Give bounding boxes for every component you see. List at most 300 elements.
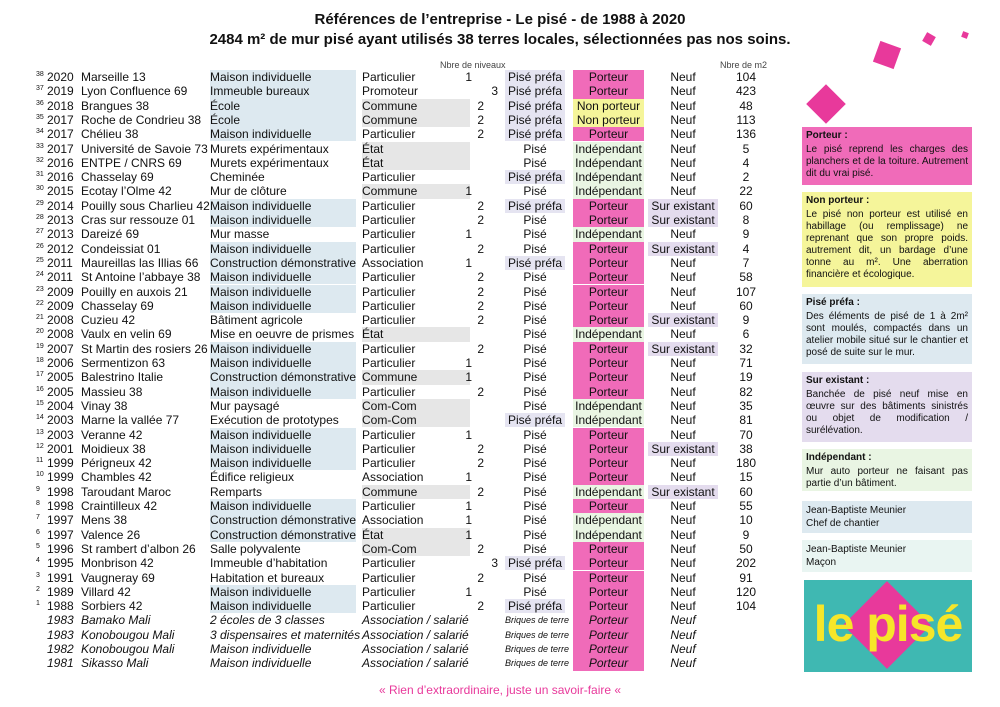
row-number: 4 — [36, 557, 40, 565]
state-cell: Neuf — [670, 84, 696, 99]
building-type-cell: Mur paysagé — [210, 398, 280, 413]
function-cell: Indépendant — [573, 170, 644, 184]
technique-cell: Pisé — [523, 470, 547, 485]
place-cell: Sermentizon 63 — [81, 356, 166, 370]
row-number: 1 — [36, 600, 40, 608]
year-cell: 2008 — [47, 313, 74, 328]
state-cell: Sur existant — [648, 199, 718, 213]
area-cell: 81 — [739, 413, 753, 428]
year-cell: 2008 — [47, 327, 74, 342]
technique-cell: Pisé — [523, 441, 547, 456]
building-type-cell: Mise en oeuvre de prismes — [210, 327, 355, 342]
levels-cell: 2 — [477, 270, 484, 285]
building-type-cell: Mur de clôture — [210, 184, 287, 199]
row-number: 2 — [36, 585, 40, 593]
building-type-cell: Maison individuelle — [210, 428, 356, 442]
table-row — [0, 327, 790, 341]
place-cell: Konobougou Mali — [81, 627, 175, 642]
technique-cell: Pisé préfa — [505, 113, 565, 127]
state-cell: Neuf — [670, 370, 696, 385]
building-type-cell: Construction démonstrative — [210, 255, 357, 270]
legend-independant-text: Mur auto porteur ne faisant pas partie d’un bâtiment. — [806, 466, 968, 489]
area-cell: 71 — [739, 356, 753, 370]
row-number: 29 — [36, 199, 44, 207]
levels-cell: 2 — [477, 341, 484, 356]
client-cell: Particulier — [362, 213, 416, 227]
year-cell: 2011 — [47, 255, 73, 270]
building-type-cell: Maison individuelle — [210, 199, 356, 213]
area-cell: 60 — [739, 484, 753, 499]
technique-cell: Pisé préfa — [505, 599, 565, 613]
levels-cell — [450, 170, 498, 184]
building-type-cell: Maison individuelle — [210, 442, 356, 456]
levels-cell: 2 — [477, 198, 484, 213]
building-type-cell: Édifice religieux — [210, 470, 295, 485]
header-area: Nbre de m2 — [720, 60, 768, 70]
function-cell: Indépendant — [573, 485, 644, 499]
legend-independant-title: Indépendant : — [806, 452, 872, 463]
table-row — [0, 70, 790, 84]
technique-cell: Pisé — [523, 298, 547, 313]
building-type-cell: Maison individuelle — [210, 70, 356, 84]
technique-cell: Briques de terre — [505, 629, 570, 640]
area-cell: 70 — [739, 427, 753, 442]
levels-cell — [450, 642, 498, 656]
levels-cell: 2 — [477, 298, 484, 313]
function-cell: Indépendant — [573, 327, 644, 341]
place-cell: Périgneux 42 — [81, 456, 152, 471]
function-cell: Porteur — [573, 571, 644, 585]
levels-cell: 1 — [465, 499, 472, 513]
year-cell: 2015 — [47, 184, 74, 199]
function-cell: Porteur — [573, 385, 644, 399]
place-cell: St rambert d’albon 26 — [81, 541, 196, 556]
place-cell: Dareizé 69 — [81, 227, 140, 242]
table-row — [0, 342, 790, 356]
year-cell: 1989 — [47, 584, 74, 599]
area-cell: 10 — [739, 513, 753, 528]
levels-cell: 1 — [465, 227, 472, 242]
row-number: 25 — [36, 256, 44, 264]
row-number: 20 — [36, 328, 44, 336]
area-cell: 104 — [735, 70, 757, 84]
row-number: 10 — [36, 471, 44, 479]
area-cell: 55 — [739, 499, 753, 513]
building-type-cell: Construction démonstrative — [210, 527, 357, 542]
table-row — [0, 270, 790, 284]
function-cell: Porteur — [573, 213, 644, 227]
function-cell: Porteur — [573, 299, 644, 313]
function-cell: Non porteur — [573, 113, 644, 127]
table-row — [0, 356, 790, 370]
row-number: 28 — [36, 214, 44, 221]
row-number: 7 — [36, 514, 40, 522]
building-type-cell: Salle polyvalente — [210, 541, 301, 556]
year-cell: 1983 — [47, 613, 74, 628]
levels-cell: 2 — [477, 484, 484, 499]
place-cell: Sikasso Mali — [81, 656, 149, 671]
client-cell: Commune — [362, 113, 470, 127]
function-cell: Porteur — [573, 456, 644, 470]
row-number: 11 — [36, 457, 44, 465]
page-subtitle: 2484 m² de mur pisé ayant utilisés 38 terres locales, sélectionnées pas nos soins. — [209, 31, 791, 48]
state-cell: Neuf — [670, 413, 696, 428]
state-cell: Neuf — [670, 184, 696, 199]
building-type-cell: Maison individuelle — [210, 385, 356, 399]
row-number: 23 — [36, 285, 44, 293]
technique-cell: Pisé préfa — [505, 556, 565, 570]
building-type-cell: Maison individuelle — [210, 599, 356, 613]
place-cell: Pouilly en auxois 21 — [81, 284, 188, 299]
client-cell: Particulier — [362, 227, 416, 242]
legend-pise-prefa-title: Pisé préfa : — [806, 297, 860, 308]
client-cell: Com-Com — [362, 413, 470, 427]
state-cell: Neuf — [670, 556, 696, 571]
area-cell — [724, 628, 768, 642]
client-cell: Association / salarié — [362, 642, 469, 656]
signature-role: Chef de chantier — [806, 518, 880, 529]
place-cell: Balestrino Italie — [81, 370, 164, 385]
table-row — [0, 571, 790, 585]
state-cell: Sur existant — [648, 213, 718, 227]
year-cell: 2017 — [47, 112, 74, 127]
year-cell: 1999 — [47, 470, 74, 485]
building-type-cell: Maison individuelle — [210, 356, 356, 370]
place-cell: Vaugneray 69 — [81, 570, 155, 585]
function-cell: Porteur — [573, 84, 644, 98]
area-cell: 8 — [742, 213, 750, 227]
table-row — [0, 142, 790, 156]
year-cell: 1988 — [47, 599, 74, 614]
technique-cell: Pisé préfa — [505, 199, 565, 213]
header-levels: Nbre de niveaux — [440, 60, 506, 70]
technique-cell: Pisé — [523, 584, 547, 599]
area-cell: 91 — [739, 570, 753, 585]
function-cell: Porteur — [573, 656, 644, 670]
function-cell: Porteur — [573, 499, 644, 513]
row-number: 5 — [36, 542, 40, 550]
function-cell: Porteur — [573, 199, 644, 213]
state-cell: Sur existant — [648, 342, 718, 356]
technique-cell: Pisé — [523, 398, 547, 413]
building-type-cell: École — [210, 113, 356, 127]
client-cell: État — [362, 156, 470, 170]
table-row — [0, 656, 790, 670]
technique-cell: Pisé — [523, 313, 547, 328]
row-number: 32 — [36, 156, 44, 164]
state-cell: Sur existant — [648, 242, 718, 256]
legend-pise-prefa-text: Des éléments de pisé de 1 à 2m² sont moulés, compactés dans un atelier mobile situé sur le chantier et posé de suite sur le mur. — [806, 311, 968, 358]
building-type-cell: 2 écoles de 3 classes — [210, 613, 325, 628]
table-row — [0, 299, 790, 313]
building-type-cell: 3 dispensaires et maternités — [210, 627, 361, 642]
area-cell: 9 — [742, 313, 750, 328]
technique-cell: Pisé — [523, 141, 547, 156]
client-cell: Particulier — [362, 599, 416, 614]
signature-role: Maçon — [806, 557, 837, 568]
technique-cell: Pisé préfa — [505, 99, 565, 113]
levels-cell: 2 — [477, 441, 484, 456]
state-cell: Neuf — [670, 584, 696, 599]
client-cell: État — [362, 528, 470, 542]
row-number: 22 — [36, 299, 44, 307]
legend-non-porteur-text: Le pisé non porteur est utilisé en habillage (ou remplissage) ne reprenant que son propre poids. autrement dit, un bardage d’une tonne au m². Une aberration financière et écologique. — [806, 209, 968, 280]
levels-cell: 1 — [465, 584, 472, 599]
place-cell: Lyon Confluence 69 — [81, 84, 188, 99]
building-type-cell: Maison individuelle — [210, 585, 356, 599]
year-cell: 2012 — [47, 241, 74, 256]
client-cell: Particulier — [362, 356, 416, 370]
levels-cell: 1 — [465, 513, 472, 528]
row-number: 26 — [36, 242, 44, 250]
table-row — [0, 485, 790, 499]
levels-cell — [450, 413, 498, 427]
legend-porteur-title: Porteur : — [806, 130, 848, 141]
levels-cell: 1 — [465, 370, 472, 385]
building-type-cell: Maison individuelle — [210, 499, 356, 513]
building-type-cell: Maison individuelle — [210, 285, 356, 299]
row-number: 8 — [36, 500, 40, 507]
legend-pise-prefa — [802, 294, 972, 364]
area-cell: 7 — [742, 255, 750, 270]
year-cell: 1981 — [47, 656, 74, 671]
place-cell: Université de Savoie 73 — [81, 141, 208, 156]
building-type-cell: Remparts — [210, 484, 263, 499]
row-number: 17 — [36, 371, 44, 379]
function-cell: Porteur — [573, 585, 644, 599]
table-row — [0, 213, 790, 227]
client-cell: Commune — [362, 370, 470, 384]
levels-cell: 2 — [477, 541, 484, 556]
table-row — [0, 470, 790, 484]
place-cell: ENTPE / CNRS 69 — [81, 155, 182, 170]
row-number: 19 — [36, 342, 44, 350]
place-cell: Marseille 13 — [81, 70, 146, 84]
row-number: 9 — [36, 485, 40, 493]
technique-cell: Pisé préfa — [505, 170, 565, 184]
technique-cell: Pisé — [523, 499, 547, 513]
technique-cell: Pisé — [523, 427, 547, 442]
technique-cell: Pisé — [523, 570, 547, 585]
levels-cell: 1 — [465, 255, 472, 270]
state-cell: Neuf — [670, 499, 696, 513]
building-type-cell: Construction démonstrative — [210, 370, 357, 385]
client-cell: État — [362, 142, 470, 156]
client-cell: Particulier — [362, 456, 416, 471]
table-row — [0, 227, 790, 241]
year-cell: 2001 — [47, 441, 74, 456]
legend-sur-existant-title: Sur existant : — [806, 375, 870, 386]
state-cell: Neuf — [670, 255, 696, 270]
building-type-cell: Maison individuelle — [210, 656, 312, 671]
building-type-cell: École — [210, 99, 356, 113]
state-cell: Neuf — [670, 599, 696, 614]
function-cell: Porteur — [573, 613, 644, 627]
client-cell: Association — [362, 470, 424, 485]
state-cell: Neuf — [670, 384, 696, 399]
year-cell: 1996 — [47, 541, 74, 556]
levels-cell — [450, 327, 498, 341]
row-number: 3 — [36, 571, 40, 579]
decorative-diamond — [806, 84, 846, 124]
area-cell: 180 — [735, 456, 757, 471]
year-cell: 2018 — [47, 98, 74, 113]
table-row — [0, 585, 790, 599]
table-row — [0, 84, 790, 98]
state-cell: Sur existant — [648, 485, 718, 499]
year-cell: 2013 — [47, 227, 74, 242]
building-type-cell: Maison individuelle — [210, 299, 356, 313]
function-cell: Indépendant — [573, 184, 644, 198]
year-cell: 2011 — [47, 270, 73, 285]
area-cell: 32 — [739, 341, 753, 356]
function-cell: Porteur — [573, 470, 644, 484]
year-cell: 2004 — [47, 398, 74, 413]
technique-cell: Pisé — [523, 155, 547, 170]
technique-cell: Pisé préfa — [505, 127, 565, 141]
row-number: 21 — [36, 314, 44, 322]
le-pise-logo — [804, 580, 972, 672]
state-cell: Neuf — [670, 627, 696, 642]
place-cell: Massieu 38 — [81, 384, 143, 399]
state-cell: Neuf — [670, 470, 696, 485]
state-cell: Neuf — [670, 656, 696, 671]
state-cell: Neuf — [670, 398, 696, 413]
client-cell: Particulier — [362, 241, 416, 256]
place-cell: Taroudant Maroc — [81, 484, 172, 499]
signature-name: Jean-Baptiste Meunier — [806, 505, 907, 516]
place-cell: Ecotay l’Olme 42 — [81, 184, 172, 199]
table-row — [0, 199, 790, 213]
place-cell: Chambles 42 — [81, 470, 152, 485]
state-cell: Neuf — [670, 613, 696, 628]
levels-cell: 1 — [465, 184, 472, 199]
function-cell: Porteur — [573, 442, 644, 456]
levels-cell: 2 — [477, 284, 484, 299]
row-number: 37 — [36, 85, 44, 93]
signature-name: Jean-Baptiste Meunier — [806, 544, 907, 555]
signature-chef-chantier — [802, 501, 972, 533]
levels-cell: 2 — [477, 570, 484, 585]
levels-cell — [450, 656, 498, 670]
row-number: 31 — [36, 171, 44, 179]
place-cell: Condeissiat 01 — [81, 241, 161, 256]
function-cell: Indépendant — [573, 513, 644, 527]
building-type-cell: Maison individuelle — [210, 456, 356, 470]
client-cell: Association — [362, 255, 424, 270]
row-number: 27 — [36, 228, 44, 236]
row-number: 13 — [36, 428, 44, 436]
state-cell: Sur existant — [648, 313, 718, 327]
function-cell: Porteur — [573, 628, 644, 642]
row-number: 35 — [36, 113, 44, 121]
year-cell: 2006 — [47, 356, 74, 370]
table-row — [0, 642, 790, 656]
place-cell: Pouilly sous Charlieu 42 — [81, 198, 210, 213]
year-cell: 2009 — [47, 298, 74, 313]
client-cell: Association — [362, 513, 424, 528]
function-cell: Porteur — [573, 599, 644, 613]
building-type-cell: Murets expérimentaux — [210, 141, 329, 156]
client-cell: Com-Com — [362, 399, 470, 413]
levels-cell — [450, 399, 498, 413]
row-number: 15 — [36, 399, 44, 407]
area-cell: 82 — [739, 384, 753, 399]
table-row — [0, 542, 790, 556]
year-cell: 1998 — [47, 484, 74, 499]
technique-cell: Pisé préfa — [505, 413, 565, 427]
levels-cell: 1 — [465, 356, 472, 370]
function-cell: Porteur — [573, 285, 644, 299]
area-cell: 50 — [739, 541, 753, 556]
technique-cell: Pisé — [523, 527, 547, 542]
technique-cell: Pisé — [523, 541, 547, 556]
table-row — [0, 127, 790, 141]
footer-quote: « Rien d’extraordinaire, juste un savoir-faire « — [378, 683, 622, 697]
technique-cell: Pisé préfa — [505, 256, 565, 270]
place-cell: Veranne 42 — [81, 427, 143, 442]
year-cell: 2017 — [47, 127, 74, 142]
function-cell: Porteur — [573, 127, 644, 141]
levels-cell — [450, 628, 498, 642]
levels-cell — [450, 156, 498, 170]
place-cell: Cras sur ressouze 01 — [81, 213, 196, 227]
legend-porteur-text: Le pisé reprend les charges des planchers et de la toiture. Autrement dit du vrai pisé. — [806, 144, 968, 179]
year-cell: 1982 — [47, 642, 74, 656]
table-row — [0, 313, 790, 327]
area-cell: 58 — [739, 270, 753, 285]
place-cell: Vaulx en velin 69 — [81, 327, 172, 342]
year-cell: 2007 — [47, 341, 74, 356]
row-number: 18 — [36, 357, 44, 364]
table-row — [0, 413, 790, 427]
table-row — [0, 99, 790, 113]
area-cell: 6 — [742, 327, 750, 342]
place-cell: St Martin des rosiers 26 — [81, 341, 208, 356]
row-number: 34 — [36, 128, 44, 136]
area-cell: 4 — [742, 241, 750, 256]
building-type-cell: Habitation et bureaux — [210, 570, 325, 585]
legend-non-porteur-title: Non porteur : — [806, 195, 870, 206]
year-cell: 1999 — [47, 456, 74, 471]
state-cell: Neuf — [670, 155, 696, 170]
state-cell: Neuf — [670, 427, 696, 442]
state-cell: Neuf — [670, 227, 696, 242]
levels-cell: 1 — [465, 470, 472, 485]
row-number: 36 — [36, 99, 44, 107]
state-cell: Neuf — [670, 456, 696, 471]
client-cell: Com-Com — [362, 542, 470, 556]
client-cell: Particulier — [362, 70, 416, 84]
client-cell: Particulier — [362, 313, 416, 328]
area-cell: 9 — [742, 527, 750, 542]
area-cell — [724, 613, 768, 627]
year-cell: 2005 — [47, 370, 74, 385]
table-row — [0, 285, 790, 299]
year-cell: 2003 — [47, 427, 74, 442]
technique-cell: Pisé — [523, 184, 547, 199]
client-cell: Particulier — [362, 384, 416, 399]
technique-cell: Pisé — [523, 270, 547, 285]
area-cell: 107 — [735, 284, 757, 299]
legend-sur-existant-text: Banchée de pisé neuf mise en œuvre sur des bâtiments sinistrés ou objet de modification / surélévation. — [806, 389, 968, 436]
place-cell: Monbrison 42 — [81, 556, 154, 571]
client-cell: Particulier — [362, 556, 416, 571]
year-cell: 2014 — [47, 198, 74, 213]
place-cell: Konobougou Mali — [81, 642, 175, 656]
year-cell: 2016 — [47, 170, 74, 185]
state-cell: Neuf — [670, 170, 696, 185]
